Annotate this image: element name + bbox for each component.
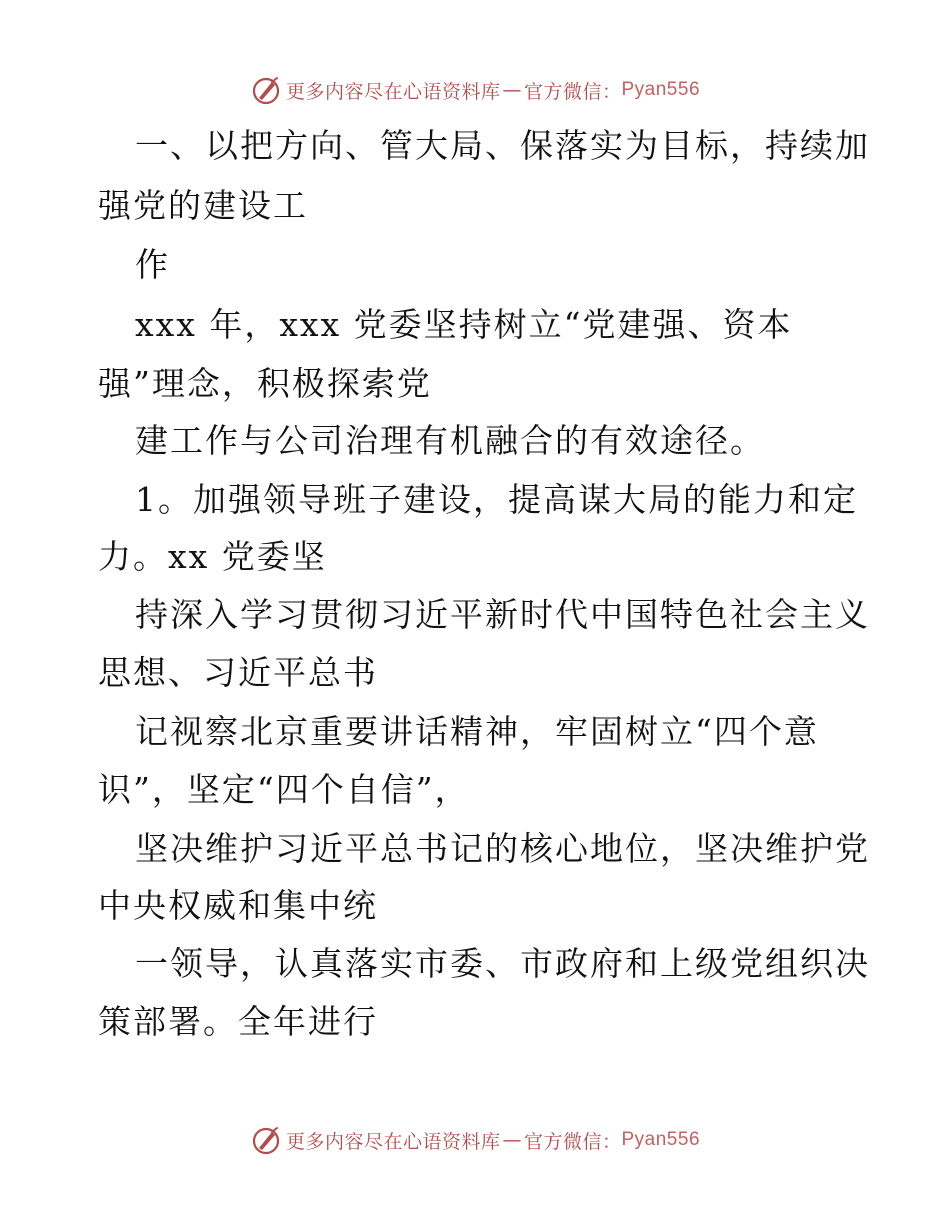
- watermark-separator: —: [502, 79, 522, 101]
- body-line: 坚决维护习近平总书记的核心地位，坚决维护党: [135, 829, 870, 868]
- body-line: 记视察北京重要讲话精神，牢固树立“四个意: [135, 712, 819, 751]
- body-line: 强”理念，积极探索党: [98, 364, 432, 403]
- body-line: 持深入学习贯彻习近平新时代中国特色社会主义: [135, 595, 870, 634]
- watermark-label: 官方微信：: [523, 1130, 622, 1153]
- body-line: 一、以把方向、管大局、保落实为目标，持续加: [135, 126, 870, 165]
- footer-watermark: [0, 1120, 950, 1160]
- body-line: 策部署。全年进行: [98, 1002, 378, 1041]
- body-line: xxx 年，xxx 党委坚持树立“党建强、资本: [135, 305, 793, 344]
- watermark-id: Pyan556: [621, 1129, 701, 1150]
- body-line: 思想、习近平总书: [98, 653, 378, 692]
- body-line: 识”，坚定“四个自信”，: [98, 770, 470, 809]
- body-line: 力。xx 党委坚: [98, 537, 327, 576]
- body-line: 中央权威和集中统: [98, 886, 378, 925]
- watermark-label: 官方微信：: [523, 80, 622, 103]
- body-line: 1。加强领导班子建设，提高谋大局的能力和定: [135, 480, 858, 519]
- watermark-text: 更多内容尽在心语资料库: [285, 80, 501, 103]
- watermark-id: Pyan556: [621, 79, 701, 100]
- body-line: 作: [135, 245, 170, 284]
- watermark-text: 更多内容尽在心语资料库: [285, 1130, 501, 1153]
- body-line: 一领导，认真落实市委、市政府和上级党组织决: [135, 944, 870, 983]
- body-line: 强党的建设工: [98, 186, 308, 225]
- quill-logo-icon: [250, 1124, 282, 1156]
- watermark-separator: —: [502, 1129, 522, 1151]
- body-line: 建工作与公司治理有机融合的有效途径。: [135, 421, 765, 460]
